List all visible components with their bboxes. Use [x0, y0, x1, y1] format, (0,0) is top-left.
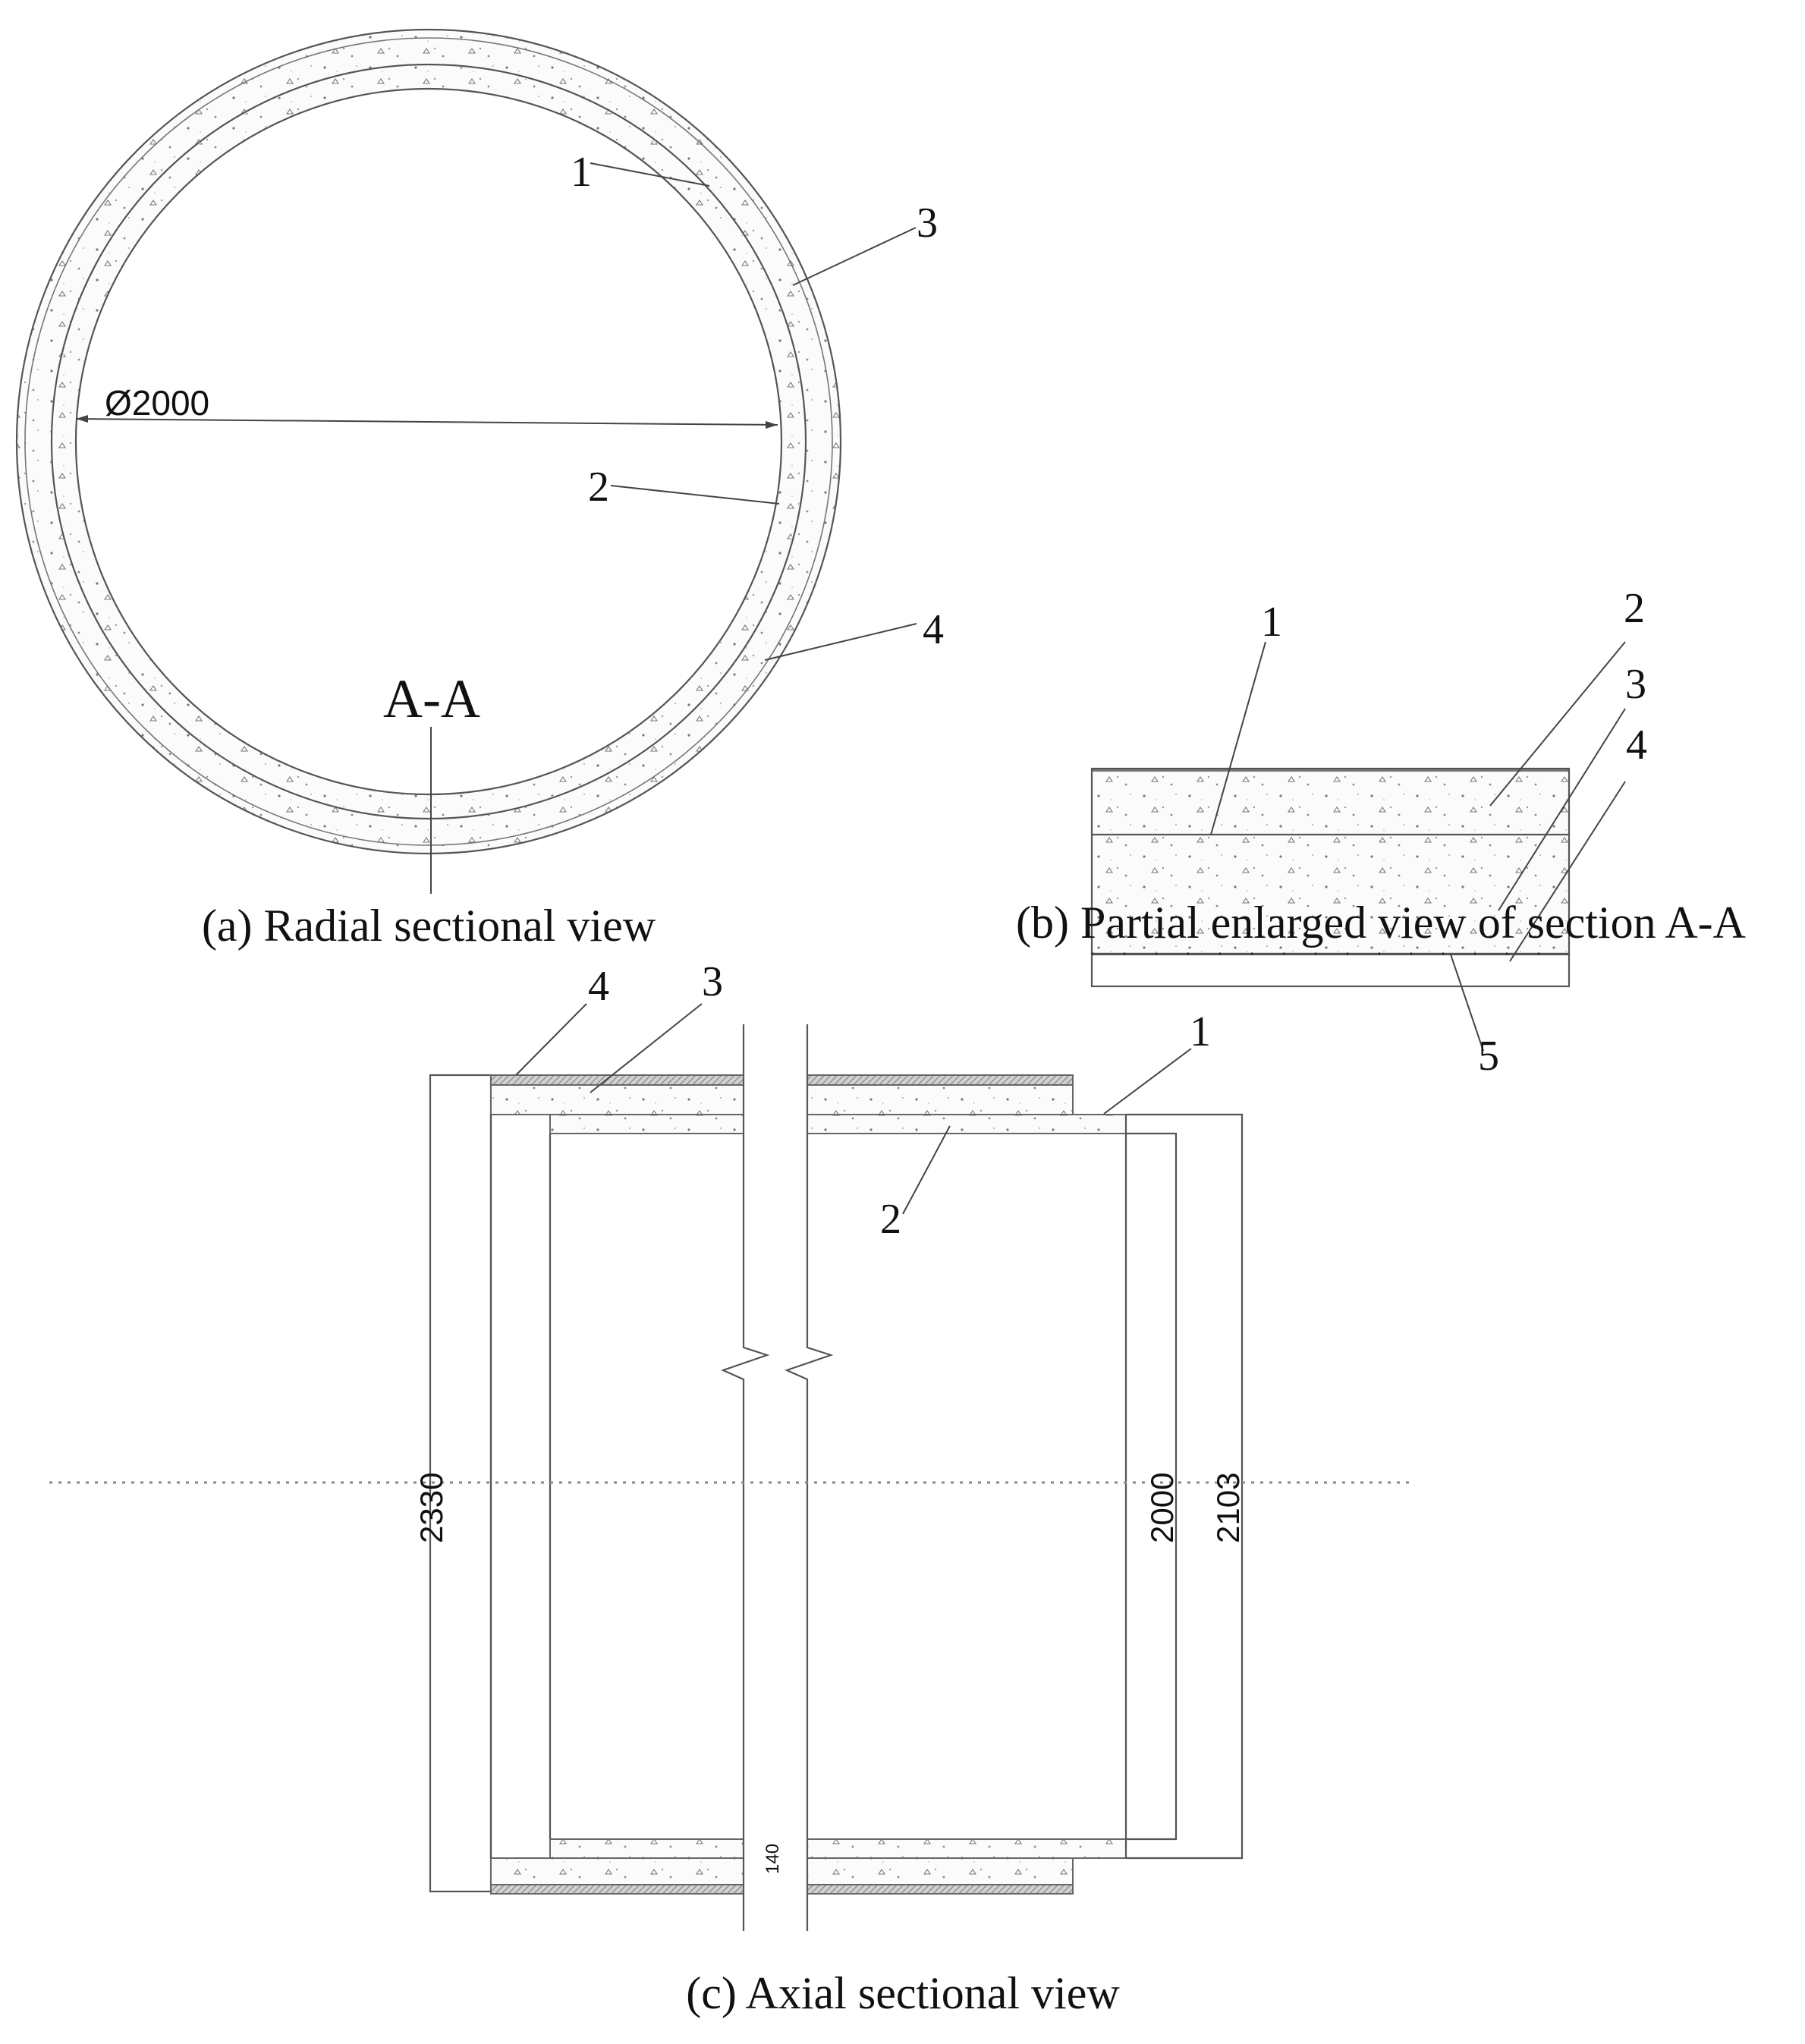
bottom-inner-layer-left — [550, 1839, 744, 1858]
top-concrete-layer-right — [807, 1085, 1073, 1115]
bottom-inner-layer-right — [807, 1839, 1126, 1858]
caption-radial: (a) Radial sectional view — [201, 901, 656, 951]
top-steel-layer-right — [807, 1075, 1073, 1085]
axial-callout-1: 1 — [1190, 1008, 1211, 1055]
partial-callout-1: 1 — [1261, 599, 1282, 646]
caption-axial: (c) Axial sectional view — [686, 1968, 1120, 2018]
radial-view — [17, 30, 944, 951]
partial-view — [1016, 585, 1746, 1080]
diameter-label: Ø2000 — [105, 383, 210, 423]
callout-leader-2 — [611, 486, 779, 504]
top-concrete-layer-left — [491, 1085, 744, 1115]
callout-3: 3 — [917, 200, 938, 247]
break-line-left — [723, 1024, 767, 1931]
section-label: A-A — [383, 668, 480, 729]
partial-callout-2: 2 — [1624, 585, 1645, 632]
top-inner-layer-left — [550, 1115, 744, 1134]
axial-callout-3: 3 — [702, 958, 723, 1005]
top-inner-layer-right — [807, 1115, 1126, 1134]
axial-callout-4: 4 — [588, 963, 609, 1010]
partial-callout-3: 3 — [1625, 661, 1646, 708]
dim-inner-diameter: 2000 — [1144, 1472, 1180, 1543]
dim-thickness: 140 — [763, 1843, 783, 1874]
break-line-right — [787, 1024, 831, 1931]
axial-leader-4 — [516, 1004, 586, 1075]
bottom-steel-layer-left — [491, 1885, 744, 1894]
partial-callout-5: 5 — [1478, 1033, 1499, 1080]
caption-partial: (b) Partial enlarged view of section A-A — [1016, 898, 1746, 948]
partial-callout-4: 4 — [1626, 722, 1647, 769]
top-steel-layer-left — [491, 1075, 744, 1085]
bottom-concrete-layer-left — [491, 1858, 744, 1885]
dim-outer-height: 2330 — [414, 1472, 449, 1543]
callout-1: 1 — [571, 149, 592, 196]
callout-leader-3 — [793, 228, 916, 285]
axial-callout-2: 2 — [880, 1196, 901, 1243]
axial-view — [49, 958, 1415, 2018]
bottom-concrete-layer-right — [807, 1858, 1073, 1885]
partial-layer-5 — [1092, 954, 1569, 986]
axial-leader-2 — [903, 1126, 950, 1214]
arrow-right-icon — [766, 421, 778, 429]
dim-pipe-outer: 2103 — [1210, 1472, 1246, 1543]
bottom-steel-layer-right — [807, 1885, 1073, 1894]
callout-4: 4 — [923, 606, 944, 653]
axial-leader-1 — [1104, 1049, 1191, 1114]
callout-2: 2 — [588, 464, 609, 511]
arrow-left-icon — [76, 415, 88, 423]
